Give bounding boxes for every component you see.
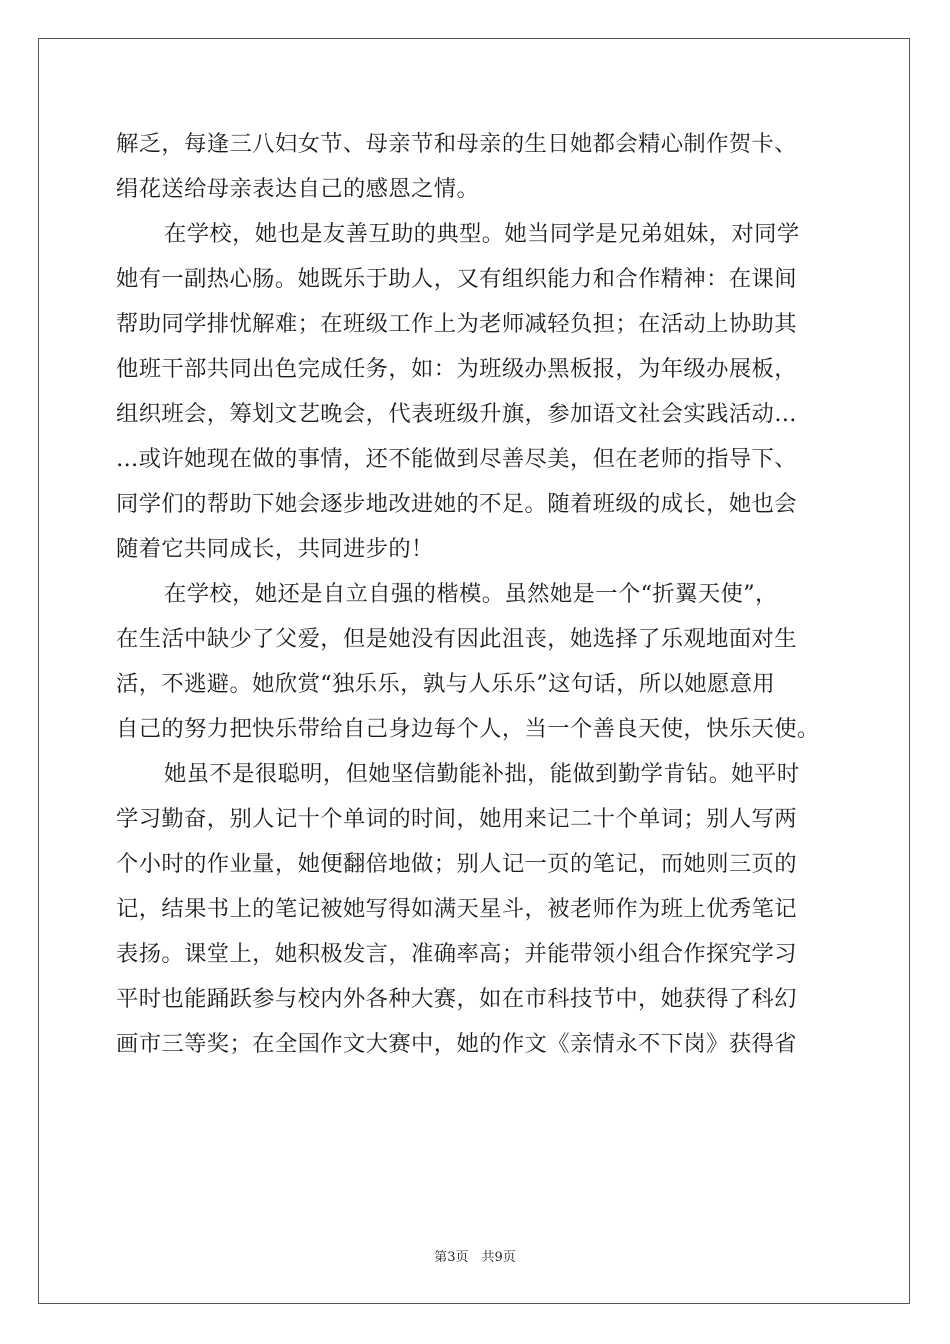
text-line: 自己的努力把快乐带给自己身边每个人，当一个善良天使，快乐天使。 [116, 716, 820, 742]
text-line: 活，不逃避。她欣赏“独乐乐，孰与人乐乐”这句话，所以她愿意用 [116, 671, 776, 697]
text-line: 组织班会，筹划文艺晚会，代表班级升旗，参加语文社会实践活动… [116, 401, 797, 427]
text-line: 平时也能踊跃参与校内外各种大赛，如在市科技节中，她获得了科幻 [116, 986, 797, 1012]
text-line: 个小时的作业量，她便翻倍地做；别人记一页的笔记，而她则三页的 [116, 851, 797, 877]
text-line: 绢花送给母亲表达自己的感恩之情。 [116, 176, 480, 202]
page-footer: 第3页 共9页 [434, 1250, 516, 1265]
text-line: 在生活中缺少了父爱，但是她没有因此沮丧，她选择了乐观地面对生 [116, 626, 797, 652]
paragraph [116, 122, 836, 212]
text-line: 记，结果书上的笔记被她写得如满天星斗，被老师作为班上优秀笔记 [116, 896, 797, 922]
paragraph [116, 572, 836, 752]
text-line: 帮助同学排忧解难；在班级工作上为老师减轻负担；在活动上协助其 [116, 311, 797, 337]
text-line: 他班干部共同出色完成任务，如：为班级办黑板报，为年级办展板， [116, 356, 797, 382]
text-line: 在学校，她还是自立自强的楷模。虽然她是一个“折翼天使”， [164, 581, 778, 607]
text-line: 她有一副热心肠。她既乐于助人，又有组织能力和合作精神：在课间 [116, 266, 797, 292]
text-line: 随着它共同成长，共同进步的！ [116, 536, 434, 562]
paragraph [116, 752, 836, 1067]
text-line: 解乏，每逢三八妇女节、母亲节和母亲的生日她都会精心制作贺卡、 [116, 131, 797, 157]
paragraph [116, 212, 836, 572]
text-line: 同学们的帮助下她会逐步地改进她的不足。随着班级的成长，她也会 [116, 491, 797, 517]
text-line: 表扬。课堂上，她积极发言，准确率高；并能带领小组合作探究学习 [116, 941, 797, 967]
text-line: 在学校，她也是友善互助的典型。她当同学是兄弟姐妹，对同学 [164, 221, 800, 247]
document-body [116, 122, 836, 1067]
text-line: 学习勤奋，别人记十个单词的时间，她用来记二十个单词；别人写两 [116, 806, 797, 832]
text-line: 她虽不是很聪明，但她坚信勤能补拙，能做到勤学肯钻。她平时 [164, 761, 800, 787]
text-line: 画市三等奖；在全国作文大赛中，她的作文《亲情永不下岗》获得省 [116, 1031, 797, 1057]
text-line: …或许她现在做的事情，还不能做到尽善尽美，但在老师的指导下、 [116, 446, 797, 472]
